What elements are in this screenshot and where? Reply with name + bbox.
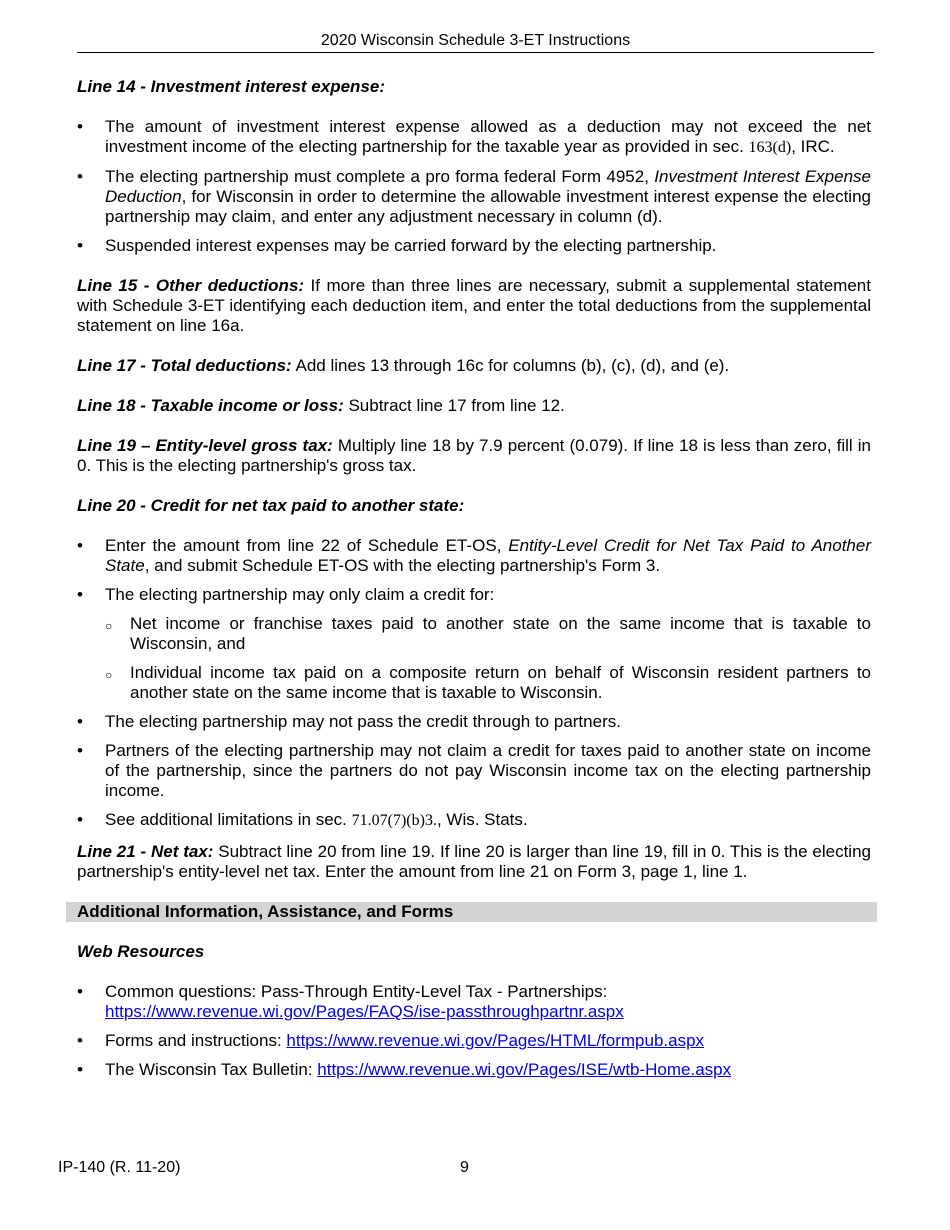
forms-link[interactable]: https://www.revenue.wi.gov/Pages/HTML/formpub.aspx	[286, 1031, 705, 1050]
line15-paragraph: Line 15 - Other deductions: If more than three lines are necessary, submit a supplemental statement with Schedule 3-ET identifying each deduction item, and enter the total deductions from the supplemental statement on line 16a.	[77, 276, 871, 335]
line15-label: Line 15 - Other deductions:	[77, 276, 305, 295]
line17-label: Line 17 - Total deductions:	[77, 356, 292, 375]
statute-reference: 71.07(7)(b)3.	[351, 812, 437, 829]
line19-label: Line 19 – Entity-level gross tax:	[77, 436, 333, 455]
bullet-icon: •	[77, 810, 83, 829]
tax-bulletin-link[interactable]: https://www.revenue.wi.gov/Pages/ISE/wtb-Home.aspx	[317, 1060, 732, 1079]
list-item: • The amount of investment interest expense allowed as a deduction may not exceed the net investment income of the electing partnership for the taxable year as provided in sec. 163(d), IRC.	[77, 117, 871, 156]
line21-paragraph: Line 21 - Net tax: Subtract line 20 from line 19. If line 20 is larger than line 19, fill in 0. This is the electing partnership's entity-level net tax. Enter the amount from line 21 on Form 3, page 1, line 1.	[77, 842, 871, 881]
bullet-icon: •	[77, 236, 83, 255]
line21-label: Line 21 - Net tax:	[77, 842, 214, 861]
bullet-icon: •	[77, 167, 83, 186]
list-item: • Common questions: Pass-Through Entity-Level Tax - Partnerships: https://www.revenue.wi.gov/Pages/FAQS/ise-passthroughpartnr.aspx	[77, 982, 624, 1021]
list-item: • The electing partnership may only claim a credit for: ○ Net income or franchise taxes paid to another state on the same income that is taxable to Wisconsin, and ○ Individual income tax paid on a composite return on behalf of Wisconsin resident partners to another state on the same income that is taxable to Wisconsin.	[77, 585, 871, 702]
sublist-item: ○ Net income or franchise taxes paid to another state on the same income that is taxable to Wisconsin, and	[105, 614, 871, 653]
page-number: 9	[460, 1159, 469, 1176]
web-resources-heading: Web Resources	[77, 942, 205, 961]
line20-heading: Line 20 - Credit for net tax paid to another state:	[77, 496, 465, 515]
bullet-icon: •	[77, 536, 83, 555]
sublist-item: ○ Individual income tax paid on a composite return on behalf of Wisconsin resident partners to another state on the same income that is taxable to Wisconsin.	[105, 663, 871, 702]
bullet-icon: •	[77, 982, 83, 1001]
form-id: IP-140 (R. 11-20)	[58, 1159, 181, 1176]
list-item: • Suspended interest expenses may be carried forward by the electing partnership.	[77, 236, 717, 255]
statute-reference: 163(d)	[748, 139, 792, 156]
list-item: • Enter the amount from line 22 of Schedule ET-OS, Entity-Level Credit for Net Tax Paid to Another State, and submit Schedule ET-OS with the electing partnership's Form 3.	[77, 536, 871, 575]
page-header: 2020 Wisconsin Schedule 3-ET Instructions	[77, 31, 874, 53]
sublist	[105, 614, 871, 703]
list-item: • Partners of the electing partnership may not claim a credit for taxes paid to another state on income of the partnership, since the partners do not pay Wisconsin income tax on the electing partnership income.	[77, 741, 871, 800]
document-body	[77, 77, 871, 1100]
line14-heading: Line 14 - Investment interest expense:	[77, 77, 385, 96]
circle-bullet-icon: ○	[105, 668, 113, 682]
bullet-icon: •	[77, 1031, 83, 1050]
bullet-icon: •	[77, 1060, 83, 1079]
section-title-bar: Additional Information, Assistance, and Forms	[66, 902, 877, 922]
list-item: • The electing partnership may not pass the credit through to partners.	[77, 712, 621, 731]
form-title: Investment Interest Expense Deduction	[105, 167, 872, 206]
bullet-icon: •	[77, 117, 83, 136]
web-resources-list	[77, 982, 871, 1080]
line18-paragraph: Line 18 - Taxable income or loss: Subtract line 17 from line 12.	[77, 396, 565, 415]
line17-paragraph: Line 17 - Total deductions: Add lines 13 through 16c for columns (b), (c), (d), and (e).	[77, 356, 730, 375]
line20-list	[77, 536, 871, 831]
bullet-icon: •	[77, 585, 83, 604]
bullet-icon: •	[77, 712, 83, 731]
circle-bullet-icon: ○	[105, 619, 113, 633]
list-item: • The electing partnership must complete a pro forma federal Form 4952, Investment Interest Expense Deduction, for Wisconsin in order to determine the allowable investment interest expense the electing partnership may claim, and enter any adjustment necessary in column (d).	[77, 167, 872, 226]
form-title: Entity-Level Credit for Net Tax Paid to Another State	[105, 536, 871, 575]
line19-paragraph: Line 19 – Entity-level gross tax: Multiply line 18 by 7.9 percent (0.079). If line 18 is less than zero, fill in 0. This is the electing partnership's gross tax.	[77, 436, 871, 475]
list-item: • See additional limitations in sec. 71.07(7)(b)3., Wis. Stats.	[77, 810, 528, 829]
line18-label: Line 18 - Taxable income or loss:	[77, 396, 344, 415]
faq-link[interactable]: https://www.revenue.wi.gov/Pages/FAQS/ise-passthroughpartnr.aspx	[105, 1002, 624, 1021]
bullet-icon: •	[77, 741, 83, 760]
line14-list	[77, 117, 871, 256]
list-item: • Forms and instructions: https://www.revenue.wi.gov/Pages/HTML/formpub.aspx	[77, 1031, 705, 1050]
list-item: • The Wisconsin Tax Bulletin: https://www.revenue.wi.gov/Pages/ISE/wtb-Home.aspx	[77, 1060, 732, 1079]
